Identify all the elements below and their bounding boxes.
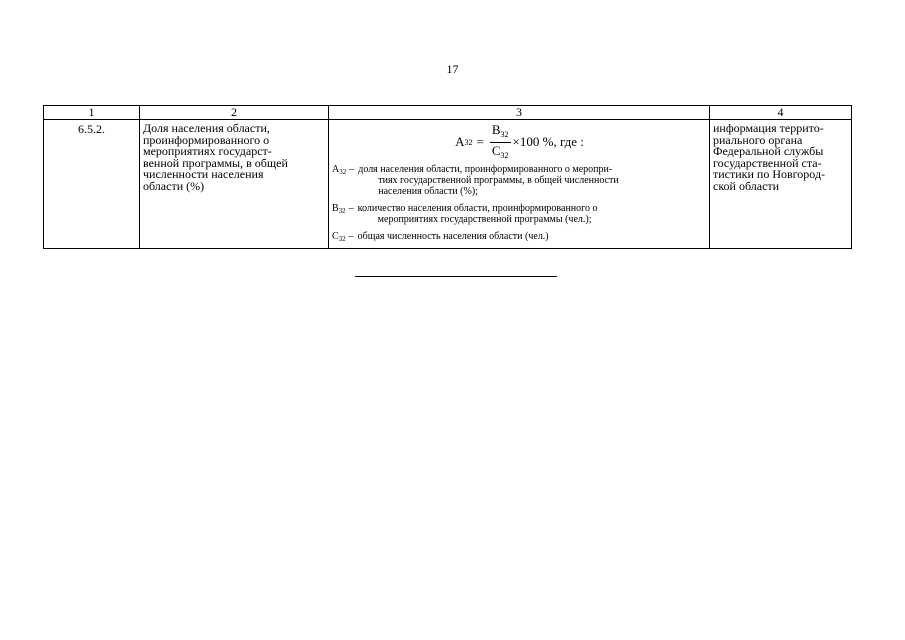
definition-line: количество населения области, проинформированного о — [357, 203, 598, 214]
definition-dash: – — [349, 164, 355, 175]
definition-c — [332, 231, 707, 245]
indicator-line: области (%) — [143, 178, 205, 193]
header-cell-2: 2 — [140, 106, 329, 120]
term-symbol: B — [332, 203, 339, 214]
numerator-symbol: B — [491, 121, 501, 137]
page-number: 17 — [446, 62, 459, 76]
source-line: ской области — [713, 178, 780, 193]
term-symbol: A — [332, 164, 340, 175]
indicator-table — [43, 105, 852, 249]
calculation-method — [329, 120, 710, 249]
source-line: риального органа — [713, 132, 803, 147]
formula-numerator — [490, 123, 511, 143]
definition-term — [332, 203, 346, 225]
formula-lhs — [455, 134, 472, 150]
indicator-line: мероприятиях государст- — [143, 144, 272, 158]
definition-line: населения области (%); — [378, 186, 478, 197]
header-cell-4: 4 — [710, 106, 852, 120]
term-subscript: 32 — [339, 168, 347, 176]
indicator-line: венной программы, в общей — [143, 155, 288, 170]
term-symbol: C — [332, 231, 339, 242]
denominator-symbol: C — [491, 142, 501, 158]
definition-text — [358, 164, 707, 197]
formula-lhs-subscript: 32 — [464, 137, 473, 147]
definition-term — [332, 231, 346, 245]
table-row — [44, 120, 852, 249]
formula-lhs-symbol: A — [455, 134, 465, 149]
end-separator-line — [355, 276, 557, 277]
header-row — [44, 106, 852, 120]
source-line: Федеральной службы — [713, 144, 824, 158]
numerator-subscript: 32 — [500, 129, 509, 139]
formula-tail: ×100 %, где : — [512, 134, 584, 149]
indicator-name — [140, 120, 329, 249]
definition-line: тиях государственной программы, в общей численности — [378, 175, 619, 186]
definition-dash: – — [348, 231, 354, 242]
denominator-subscript: 32 — [500, 150, 509, 160]
definition-text — [358, 231, 707, 245]
definition-term — [332, 164, 346, 197]
indicator-line: численности населения — [143, 167, 264, 181]
indicator-line: Доля населения области, — [143, 121, 270, 135]
formula — [332, 120, 707, 164]
indicator-line: проинформированного о — [143, 132, 270, 147]
row-number: 6.5.2. — [44, 120, 140, 249]
definition-dash: – — [348, 203, 354, 214]
definition-text — [358, 203, 707, 225]
definition-line: доля населения области, проинформированного о меропри- — [358, 164, 613, 175]
definition-line: общая численность населения области (чел.) — [357, 231, 549, 242]
formula-equals: = — [476, 134, 484, 149]
term-subscript: 32 — [338, 235, 346, 243]
header-cell-1: 1 — [44, 106, 140, 120]
formula-denominator — [490, 143, 511, 162]
source-line: информация террито- — [713, 121, 824, 135]
header-cell-3: 3 — [329, 106, 710, 120]
definition-line: мероприятиях государственной программы (чел.); — [377, 214, 592, 225]
formula-fraction — [490, 123, 511, 162]
source-line: тистики по Новгород- — [713, 167, 826, 181]
data-source — [710, 120, 852, 249]
formula-definitions — [332, 164, 707, 245]
definition-b — [332, 203, 707, 225]
term-subscript: 32 — [338, 207, 346, 215]
definition-a — [332, 164, 707, 197]
source-line: государственной ста- — [713, 155, 822, 170]
